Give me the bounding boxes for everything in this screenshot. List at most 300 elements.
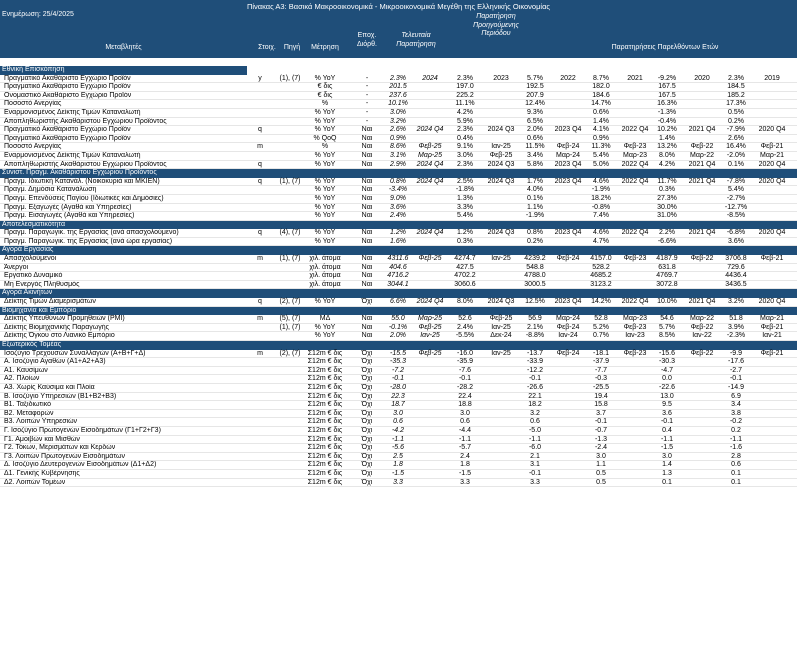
cell-y1-value: -1.9% [525,212,545,220]
cell-y4-value: 184.5 [727,83,745,91]
cell-metrisi: % QoQ [313,134,337,142]
cell-prev-value: 9.1% [457,143,473,151]
cell-y1-period: 2022 [560,74,576,82]
cell-y2-period: Μαρ-23 [623,315,647,323]
cell-last-value: 404.6 [389,263,407,271]
cell-epox: Ναι [361,229,373,237]
cell-y1-period: 2023 Q4 [554,160,582,168]
cell-y3-period: Μαρ-22 [690,151,714,159]
cell-y4-value: 5.4% [728,186,744,194]
cell-variable: Δείκτης Τιμών Διαμερισμάτων [4,298,96,306]
cell-y4-value: 3.2% [728,298,744,306]
cell-variable: Πραγμ. Ιδιωτική Κατανάλ. (Νοικοκυριά και ΜΚΙΕΝ) [4,177,160,185]
cell-metrisi: % YoY [314,237,336,245]
cell-y4-value: 4436.4 [725,272,747,280]
cell-y4-period: 2020 Q4 [758,126,786,134]
cell-metrisi: % YoY [314,177,336,185]
cell-y2-value: 3.0 [596,452,606,460]
cell-variable: Πραγμ. Παραγωγικ. της Εργασίας (ανά ώρα εργασίας) [4,237,173,245]
table-row [0,83,797,92]
cell-variable: Πραγματικό Ακαθάριστο Εγχώριο Προϊόν [4,134,131,142]
cell-y1-value: 11.5% [525,143,545,151]
cell-prev-period: Φεβ-25 [489,151,513,159]
cell-last-value: 201.5 [389,83,407,91]
cell-pigi: (2), (7) [279,349,301,357]
cell-epox: Ναι [361,194,373,202]
cell-y2-period: 2022 Q4 [621,298,649,306]
cell-y3-value: 167.5 [658,91,676,99]
section-header [0,169,797,178]
cell-last-value: 3.6% [390,203,406,211]
cell-y3-period: 2021 Q4 [688,160,716,168]
cell-metrisi: % YoY [314,323,336,331]
cell-y1-value: 0.6 [530,418,540,426]
cell-y2-period: Μαρ-23 [623,151,647,159]
cell-prev-value: 3.0 [460,409,470,417]
cell-y1-value: 4788.0 [524,272,546,280]
table-row [0,393,797,402]
cell-y3-value: -1.1 [660,435,674,443]
cell-y4-value: 0.2 [731,426,741,434]
cell-y2-value: -1.3 [594,435,608,443]
cell-variable: Πραγματικό Ακαθάριστο Εγχώριο Προϊόν [4,74,131,82]
cell-epox: Όχι [361,358,373,366]
cell-prev-value: -1.5 [458,469,472,477]
cell-y3-period: 2021 Q4 [688,126,716,134]
cell-prev-period: Ιαν-25 [491,349,511,357]
cell-y4-value: -2.7 [729,366,743,374]
cell-y3-value: 10.0% [657,298,677,306]
cell-y1-value: -1.1 [528,435,542,443]
cell-metrisi: Σ12m € δις [307,349,343,357]
cell-prev-value: 52.6 [458,315,472,323]
cell-epox: Όχι [361,409,373,417]
cell-y4-period: 2020 Q4 [758,160,786,168]
cell-y1-value: 207.9 [526,91,544,99]
cell-y2-value: 1.1 [596,461,606,469]
cell-y2-value: 8.7% [593,74,609,82]
cell-y2-value: 18.2% [591,194,611,202]
cell-prev-value: 18.8 [458,401,472,409]
cell-y4-value: 0.6 [731,461,741,469]
cell-y4-period: Φεβ-21 [760,255,784,263]
cell-y3-period: Φεβ-22 [690,255,714,263]
cell-metrisi: € δις [317,91,333,99]
cell-epox: Όχι [361,418,373,426]
cell-y2-period: Φεβ-23 [623,143,647,151]
cell-y2-value: 0.9% [593,134,609,142]
cell-y4-value: 2.8 [731,452,741,460]
cell-epox: Ναι [361,280,373,288]
cell-y2-value: 4.6% [593,177,609,185]
header-past-values: Παρατηρήσεις Παρελθόντων Ετών [611,44,719,51]
cell-last-value: 237.6 [389,91,407,99]
cell-y4-period: 2019 [764,74,780,82]
cell-variable: Δ2. Λοιπών Τομέων [4,478,66,486]
cell-y3-period: 2021 Q4 [688,177,716,185]
cell-pigi: (1), (7) [279,177,301,185]
cell-y1-value: 12.4% [525,100,545,108]
cell-stoix: q [258,160,262,168]
cell-y2-period: Ιαν-23 [625,332,645,340]
cell-variable: Ποσοστό Ανεργίας [4,100,62,108]
cell-epox: Ναι [361,134,373,142]
cell-prev-value: 1.2% [457,229,473,237]
cell-last-value: 2.6% [390,126,406,134]
cell-prev-value: 225.2 [456,91,474,99]
cell-metrisi: % [321,143,329,151]
table-row [0,178,797,187]
cell-y3-value: 3.6 [662,409,672,417]
section-title: Αγορά Ακινήτων [2,289,53,297]
cell-epox: Όχι [361,349,373,357]
cell-metrisi: Σ12m € δις [307,444,343,452]
cell-last-value: 4716.2 [387,272,409,280]
cell-variable: Απασχολούμενοι [4,255,57,263]
table-row [0,358,797,367]
cell-metrisi: Σ12m € δις [307,375,343,383]
cell-metrisi: % YoY [314,194,336,202]
cell-last-period: 2024 Q4 [416,126,444,134]
cell-prev-value: 8.0% [457,298,473,306]
cell-last-value: -0.1% [388,323,408,331]
table-header [0,0,797,58]
table-row [0,453,797,462]
cell-y4-value: 3.8 [731,409,741,417]
cell-last-value: 3.2% [390,117,406,125]
cell-variable: Β2. Μεταφορών [4,409,54,417]
header-last-obs: Τελευταία Παρατήρηση [396,32,436,48]
cell-y2-value: 3.7 [596,409,606,417]
table-row [0,332,797,341]
header-variables: Μεταβλητές [105,44,142,51]
cell-y3-period: Φεβ-22 [690,143,714,151]
cell-prev-value: 3.0% [457,151,473,159]
cell-last-value: -28.0 [390,383,406,391]
cell-prev-value: 2.4% [457,323,473,331]
cell-y3-value: 0.4 [662,426,672,434]
cell-epox: Όχι [361,383,373,391]
cell-y2-value: 528.2 [592,263,610,271]
cell-y4-value: 3436.5 [725,280,747,288]
cell-y1-value: 1.7% [527,177,543,185]
cell-y3-value: 11.7% [657,177,677,185]
cell-prev-period: Δεκ-24 [490,332,512,340]
cell-variable: Αποπληθωριστής Ακαθάριστου Εγχώριου Προϊόντος [4,160,167,168]
cell-metrisi: % YoY [314,203,336,211]
cell-epox: - [365,100,369,108]
cell-last-period: 2024 [422,74,438,82]
cell-y4-value: 3.4 [731,401,741,409]
cell-y4-period: Ιαν-21 [762,332,782,340]
cell-y1-value: 3.1 [530,461,540,469]
table-row [0,135,797,144]
cell-metrisi: Σ12m € δις [307,392,343,400]
cell-last-value: 0.8% [390,177,406,185]
cell-y1-value: 2.1% [527,323,543,331]
cell-y1-period: 2023 Q4 [554,298,582,306]
cell-metrisi: % YoY [314,126,336,134]
cell-prev-value: 0.6 [460,418,470,426]
cell-last-value: -35.3 [390,358,406,366]
cell-variable: Δείκτης Όγκου στο Λιανικό Εμπόριο [4,332,115,340]
cell-prev-value: -7.6 [458,366,472,374]
cell-prev-period: Ιαν-25 [491,255,511,263]
cell-y4-value: 0.1% [728,160,744,168]
cell-y1-value: 6.5% [527,117,543,125]
cell-y3-value: 631.8 [658,263,676,271]
cell-stoix: q [258,229,262,237]
cell-y4-value: -0.1 [729,375,743,383]
cell-y4-value: -14.9 [728,383,744,391]
header-metrisi: Μέτρηση [311,44,339,51]
table-row [0,470,797,479]
cell-y2-value: 4.6% [593,229,609,237]
cell-pigi: (1), (7) [279,323,301,331]
cell-y3-value: -30.3 [659,358,675,366]
table-title: Πίνακας Α3: Βασικά Μακροοικονομικά - Μικροοικονομικά Μεγέθη της Ελληνικής Οικονομίας [246,2,551,11]
cell-y3-value: 9.5 [662,401,672,409]
cell-epox: Ναι [361,203,373,211]
cell-y4-value: -6.8% [726,229,746,237]
cell-last-value: 55.0 [391,315,405,323]
cell-epox: Ναι [361,237,373,245]
cell-variable: Δείκτης Βιομηχανικής Παραγωγής [4,323,110,331]
section-header [0,66,247,75]
cell-prev-value: 5.9% [457,117,473,125]
cell-metrisi: % YoY [314,160,336,168]
cell-last-value: -15.5 [390,349,406,357]
cell-y4-value: 2.3% [728,74,744,82]
table-row [0,418,797,427]
cell-prev-period: 2024 Q3 [487,298,515,306]
table-row [0,255,797,264]
table-row [0,375,797,384]
cell-y1-period: Μαρ-24 [556,315,580,323]
update-label: Ενημέρωση: 25/4/2025 [2,11,74,18]
cell-y3-value: 1.4% [659,134,675,142]
table-row [0,315,797,324]
cell-y4-value: -1.6 [729,444,743,452]
cell-metrisi: Σ12m € δις [307,435,343,443]
cell-y1-value: 2.0% [527,126,543,134]
cell-last-value: -5.6 [391,444,405,452]
cell-y2-value: -0.7 [594,426,608,434]
cell-y1-value: 56.9 [528,315,542,323]
cell-y1-value: -33.9 [527,358,543,366]
cell-y3-value: -15.6 [659,349,675,357]
table-row [0,461,797,470]
cell-last-value: 0.6 [393,418,403,426]
cell-prev-value: 11.1% [455,100,475,108]
cell-variable: Α1. Καυσίμων [4,366,48,374]
cell-y2-value: 5.4% [593,151,609,159]
cell-prev-value: 2.3% [457,160,473,168]
cell-metrisi: χιλ. άτομα [309,272,341,280]
table-row [0,161,797,170]
cell-variable: Γ1. Αμοιβών και Μισθών [4,435,80,443]
cell-metrisi: Σ12m € δις [307,383,343,391]
cell-last-value: -1.5 [391,469,405,477]
cell-prev-value: -5.7 [458,444,472,452]
cell-y4-period: Φεβ-21 [760,323,784,331]
cell-last-period: Ιαν-25 [420,332,440,340]
cell-y2-period: 2022 Q4 [621,177,649,185]
table-row [0,479,797,488]
cell-metrisi: % YoY [314,186,336,194]
table-row [0,427,797,436]
cell-epox: Όχι [361,401,373,409]
cell-last-period: Φεβ-25 [418,323,442,331]
cell-variable: Α2. Πλοίων [4,375,40,383]
cell-prev-period: Ιαν-25 [491,143,511,151]
cell-y1-value: -0.1 [528,469,542,477]
cell-prev-value: -28.2 [457,383,473,391]
cell-last-period: Φεβ-25 [418,143,442,151]
cell-last-value: 3.0 [393,409,403,417]
cell-y1-value: 3000.5 [524,280,546,288]
cell-y1-value: -5.0 [528,426,542,434]
cell-epox: Ναι [361,272,373,280]
section-header [0,289,797,298]
cell-y3-value: 13.0 [660,392,674,400]
header-pigi: Πηγή [283,44,301,51]
cell-y2-period: 2022 Q4 [621,229,649,237]
cell-stoix: y [258,74,262,82]
cell-y4-value: -2.0% [726,151,746,159]
cell-y4-value: -8.5% [726,212,746,220]
cell-metrisi: % YoY [314,108,336,116]
cell-y1-value: 4.0% [527,186,543,194]
section-title: Βιομηχανία και Εμπόριο [2,306,77,314]
cell-metrisi: χιλ. άτομα [309,255,341,263]
cell-y3-value: -0.4% [657,117,677,125]
cell-prev-value: 2.3% [457,74,473,82]
table-row [0,410,797,419]
cell-epox: Όχι [361,392,373,400]
cell-y2-value: -25.5 [593,383,609,391]
cell-epox: Ναι [361,323,373,331]
cell-y3-value: 1.3 [662,469,672,477]
cell-y1-value: 0.6% [527,134,543,142]
cell-variable: Γ. Ισοζύγιο Πρωτογενών Εισοδημάτων (Γ1+Γ2+Γ3) [4,426,161,434]
cell-y3-value: 27.3% [657,194,677,202]
table-row [0,186,797,195]
table-row [0,272,797,281]
cell-prev-value: 4702.2 [454,272,476,280]
cell-variable: Δείκτης Υπευθύνων Προμηθειών (PMI) [4,315,125,323]
cell-last-value: 9.0% [390,194,406,202]
cell-y2-value: 5.2% [593,323,609,331]
cell-y3-value: 3072.8 [656,280,678,288]
cell-metrisi: Σ12m € δις [307,366,343,374]
cell-prev-value: 5.4% [457,212,473,220]
cell-y1-value: -12.2 [527,366,543,374]
cell-y1-value: 3.2 [530,409,540,417]
cell-y1-value: -8.8% [525,332,545,340]
cell-y2-value: -0.3 [594,375,608,383]
cell-epox: Όχι [361,452,373,460]
cell-prev-value: 2.5% [457,177,473,185]
cell-y3-value: -0.1 [660,418,674,426]
cell-y1-value: 4239.2 [524,255,546,263]
cell-stoix: m [257,255,263,263]
cell-y2-period: 2022 Q4 [621,160,649,168]
cell-y4-value: 3706.8 [725,255,747,263]
cell-epox: Όχι [361,444,373,452]
cell-epox: - [365,108,369,116]
cell-y1-value: 3.4% [527,151,543,159]
cell-y2-period: 2021 [627,74,643,82]
table-row [0,152,797,161]
cell-y1-period: Φεβ-24 [556,323,580,331]
cell-prev-value: 3060.6 [454,280,476,288]
cell-y4-period: Μαρ-21 [760,315,784,323]
cell-y1-value: 12.5% [525,298,545,306]
cell-y1-value: 0.2% [527,237,543,245]
cell-y1-value: 22.1 [528,392,542,400]
cell-epox: Όχι [361,375,373,383]
cell-last-value: 3.3 [393,478,403,486]
cell-metrisi: Σ12m € δις [307,478,343,486]
cell-y3-period: 2021 Q4 [688,298,716,306]
header-epox: Εποχ. Διόρθ. [357,32,377,48]
cell-y2-value: 4157.0 [590,255,612,263]
cell-prev-value: 0.3% [457,237,473,245]
cell-y3-period: 2021 Q4 [688,229,716,237]
cell-last-period: 2024 Q4 [416,229,444,237]
cell-variable: Πραγματικό Ακαθάριστο Εγχώριο Προϊόν [4,83,131,91]
cell-prev-value: 2.3% [457,126,473,134]
cell-epox: Ναι [361,263,373,271]
cell-y2-value: 15.8 [594,401,608,409]
cell-last-value: 3.1% [390,151,406,159]
cell-pigi: (1), (7) [279,255,301,263]
cell-y1-value: 548.8 [526,263,544,271]
cell-stoix: m [257,143,263,151]
cell-y4-value: 185.2 [727,91,745,99]
cell-y3-value: 0.0 [662,375,672,383]
cell-last-value: 8.6% [390,143,406,151]
cell-last-value: 18.7 [391,401,405,409]
cell-last-value: 1.2% [390,229,406,237]
cell-y4-value: -17.6 [728,358,744,366]
cell-stoix: m [257,349,263,357]
cell-y4-value: -7.9% [726,126,746,134]
cell-y1-value: 3.3 [530,478,540,486]
cell-metrisi: % YoY [314,74,336,82]
cell-pigi: (2), (7) [279,298,301,306]
cell-variable: Άνεργοι [4,263,29,271]
cell-prev-value: -1.8% [455,186,475,194]
cell-y2-value: -7.7 [594,366,608,374]
section-header [0,341,797,350]
cell-stoix: q [258,177,262,185]
cell-y2-value: -37.9 [593,358,609,366]
cell-y4-value: 51.8 [729,315,743,323]
cell-metrisi: χιλ. άτομα [309,280,341,288]
cell-prev-value: 3.3% [457,203,473,211]
cell-y4-value: 3.6% [728,237,744,245]
cell-y3-value: 8.5% [659,332,675,340]
cell-y3-value: 30.0% [657,203,677,211]
cell-y4-period: Μαρ-21 [760,151,784,159]
cell-y1-value: 0.8% [527,229,543,237]
cell-y1-value: -13.7 [527,349,543,357]
cell-y1-value: -0.1 [528,375,542,383]
cell-y2-value: 4.7% [593,237,609,245]
cell-epox: Όχι [361,461,373,469]
